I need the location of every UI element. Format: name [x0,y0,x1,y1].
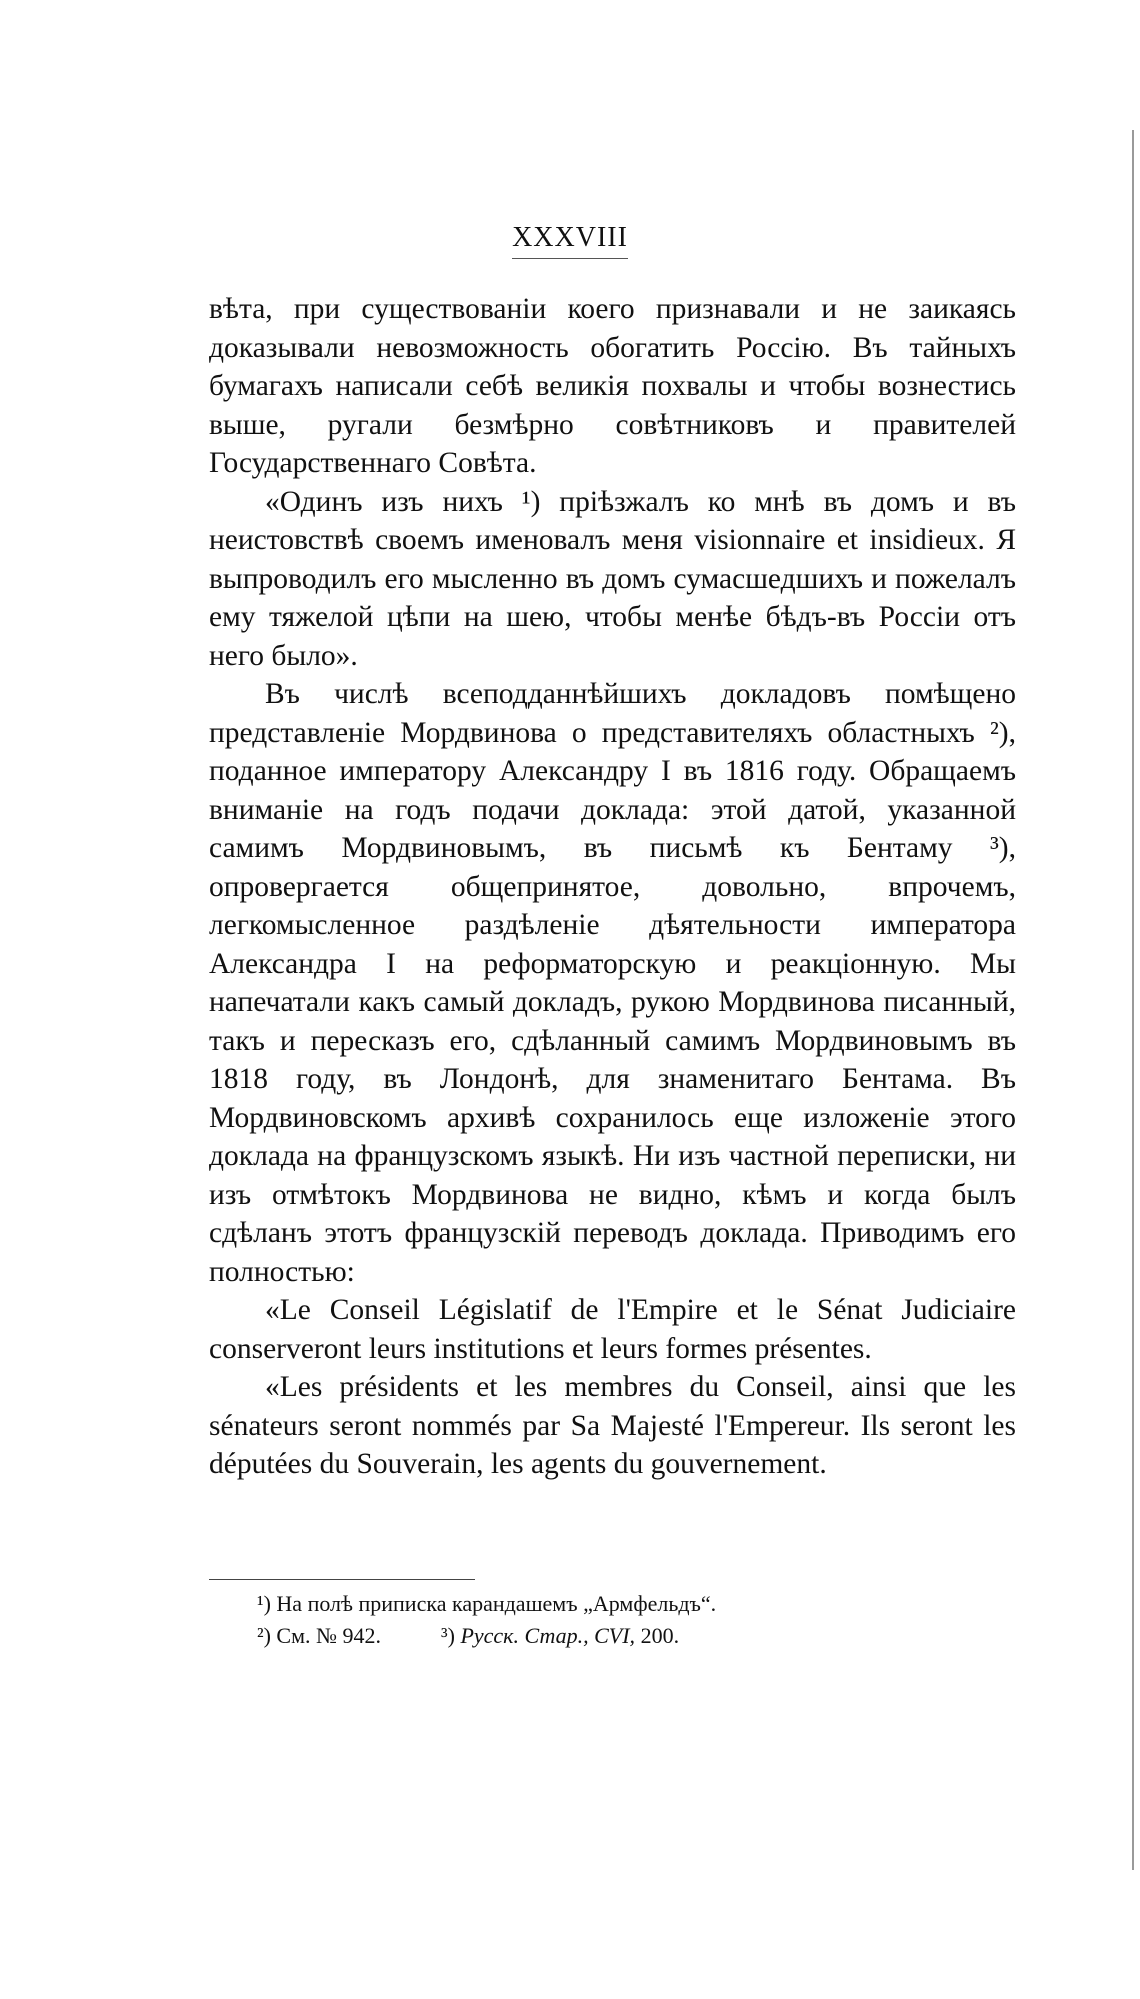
footnotes [257,1588,1017,1652]
paragraph-4: «Le Conseil Législatif de l'Empire et le Sénat Judiciaire conserveront leurs institutions et leurs formes présentes. [209,1294,1016,1365]
page-header [0,222,1140,259]
footnote-3-source: Русск. Стар., [460,1623,589,1648]
footnote-divider [209,1579,475,1580]
paragraph-1: вѣта, при существованіи коего признавали и не заикаясь доказывали невозможность обогатить Россію. Въ тайныхъ бумагахъ написали себѣ великія похвалы и чтобы вознестись выше, ругали безмѣрно совѣтниковъ и правителей Государственнаго Совѣта. [209,293,1016,479]
footnote-1 [257,1588,1017,1620]
page-number: XXXVIII [512,222,628,259]
footnote-2-marker: ²) [257,1623,271,1648]
footnote-3-page: 200. [640,1623,680,1648]
footnote-2-text: См. № 942. [276,1623,382,1648]
paragraph-5: «Les présidents et les membres du Conseil, ainsi que les sénateurs seront nommés par Sa Majesté l'Empereur. Ils seront les députées du Souverain, les agents du gouvernement. [209,1371,1016,1480]
main-text [209,290,1016,1484]
page-edge-line [1132,130,1134,1870]
paragraph-3: Въ числѣ всеподданнѣйшихъ докладовъ помѣщено представленіе Мордвинова о представителяхъ областныхъ ²), поданное императору Александру I въ 1816 году. Обращаемъ вниманіе на годъ подачи доклада: этой датой, указанной самимъ Мордвиновымъ, въ письмѣ къ Бентаму ³), опровергается общепринятое, довольно, впрочемъ, легкомысленное раздѣленіе дѣятельности императора Александра I на реформаторскую и реакціонную. Мы напечатали какъ самый докладъ, рукою Мордвинова писанный, такъ и пересказъ его, сдѣланный самимъ Мордвиновымъ въ 1818 году, въ Лондонѣ, для знаменитаго Бентама. Въ Мордвиновскомъ архивѣ сохранилось еще изложеніе этого доклада на французскомъ языкѣ. Ни изъ частной переписки, ни изъ отмѣтокъ Мордвинова не видно, кѣмъ и когда былъ сдѣланъ этотъ французскій переводъ доклада. Приводимъ его полностью: [209,678,1016,1288]
footnote-3-marker: ³) [441,1623,455,1648]
footnote-3-volume: CVI, [594,1623,636,1648]
footnote-1-text: На полѣ приписка карандашемъ „Армфельдъ“. [276,1591,717,1616]
footnote-2-3-line [257,1620,1017,1652]
footnote-1-marker: ¹) [257,1591,271,1616]
paragraph-2: «Одинъ изъ нихъ ¹) пріѣзжалъ ко мнѣ въ домъ и въ неистовствѣ своемъ именовалъ меня visionnaire et insidieux. Я выпроводилъ его мысленно въ домъ сумасшедшихъ и пожелалъ ему тяжелой цѣпи на шею, чтобы менѣе бѣдъ-въ Россіи отъ него было». [209,485,1016,672]
